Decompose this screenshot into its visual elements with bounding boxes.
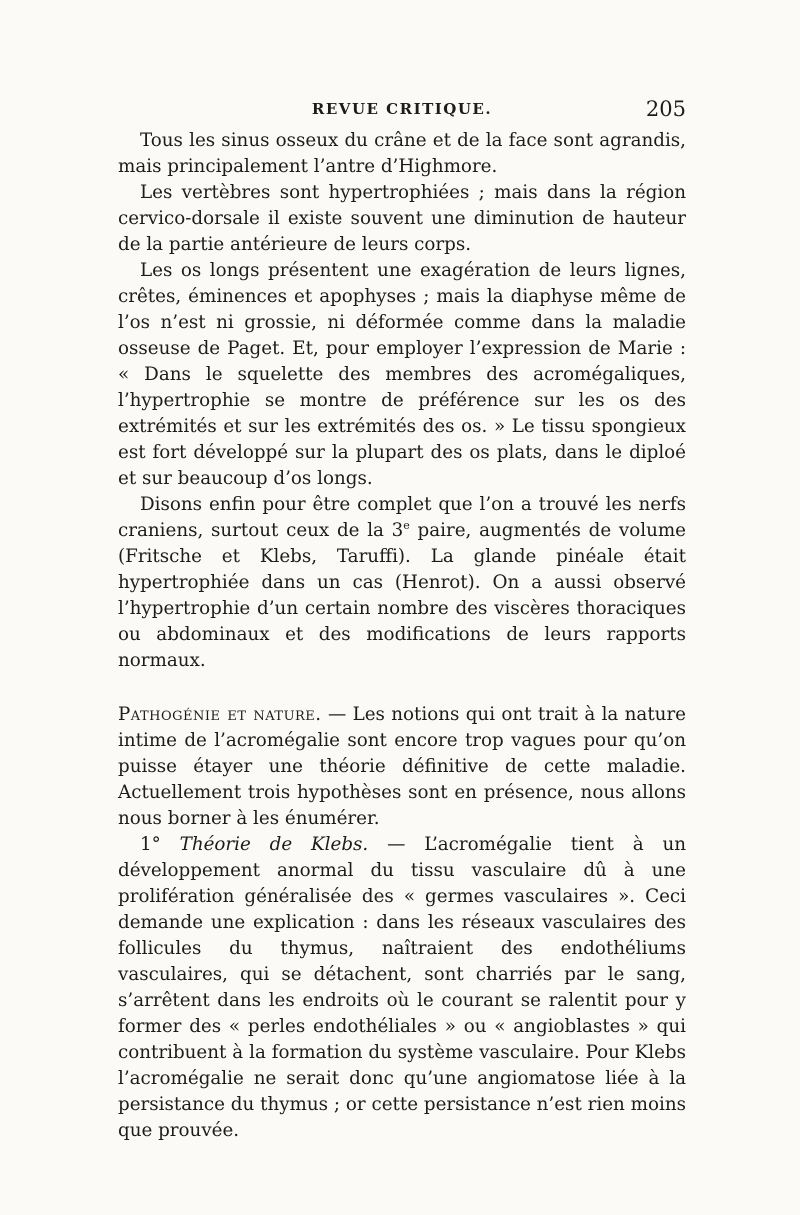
paragraph-os-longs: Les os longs présentent une exagération de leurs lignes, crêtes, éminences et apophyses ; mais la diaphyse même de l’os n’est ni grossie, ni déformée comme dans la maladie osseuse de Paget. Et, pour employer l’expression de Marie : « Dans le squelette des membres des acromégaliques, l’hypertrophie se montre de préférence sur les os des extrémités et sur les extrémités des os. » Le tissu spongieux est fort développé sur la plupart des os plats, dans le diploé et sur beaucoup d’os longs. xyxy=(118,260,686,489)
paragraph-nerfs xyxy=(118,492,686,674)
paragraph-theorie-klebs-text: — L’acromégalie tient à un développement anormal du tissu vasculaire dû à une prolifération généralisée des « germes vasculaires ». Ceci demande une explication : dans les réseaux vasculaires des follicules du thymus, naîtraient des endothéliums vasculaires, qui se détachent, sont charriés par le sang, s’arrêtent dans les endroits où le courant se ralentit pour y former des « perles endothéliales » ou « angioblastes » qui contribuent à la formation du système vasculaire. Pour Klebs l’acromégalie ne serait donc qu’une angiomatose liée à la persistance du thymus ; or cette persistance n’est rien moins que prouvée. xyxy=(118,834,686,1141)
paragraph-sinus: Tous les sinus osseux du crâne et de la face sont agrandis, mais principalement l’antre d’Highmore. xyxy=(118,130,686,177)
page-body xyxy=(118,128,686,1144)
paragraph-vertebres: Les vertèbres sont hypertrophiées ; mais dans la région cervico-dorsale il existe souvent une diminution de hauteur de la partie antérieure de leurs corps. xyxy=(118,182,686,255)
paragraph-pathogenie xyxy=(118,702,686,832)
page-number: 205 xyxy=(645,97,686,121)
paragraph-theorie-klebs xyxy=(118,832,686,1144)
paragraph-nerfs-part2: paire, augmentés de volume (Fritsche et Klebs, Taruffi). La glande pinéale était hypertrophiée dans un cas (Henrot). On a aussi observé l’hypertrophie d’un certain nombre des viscères thoraciques ou abdominaux et des modifications de leurs rapports normaux. xyxy=(118,520,686,671)
ordinal-superscript: e xyxy=(403,518,410,532)
running-title: REVUE CRITIQUE. xyxy=(311,100,493,118)
subheading-theorie-klebs: Théorie de Klebs. xyxy=(179,834,369,855)
section-gap xyxy=(118,674,686,702)
list-number: 1° xyxy=(140,834,161,855)
page-header xyxy=(118,97,686,128)
section-heading-pathogenie: Pathogénie et nature. xyxy=(118,704,322,725)
paragraph-nerfs-part1: Disons enfin pour être complet que l’on a trouvé les nerfs craniens, surtout ceux de la 3 xyxy=(118,494,686,541)
paragraph-pathogenie-text: — Les notions qui ont trait à la nature intime de l’acromégalie sont encore trop vagues pour qu’on puisse étayer une théorie définitive de cette maladie. Actuellement trois hypothèses sont en présence, nous allons nous borner à les énumérer. xyxy=(118,704,686,829)
